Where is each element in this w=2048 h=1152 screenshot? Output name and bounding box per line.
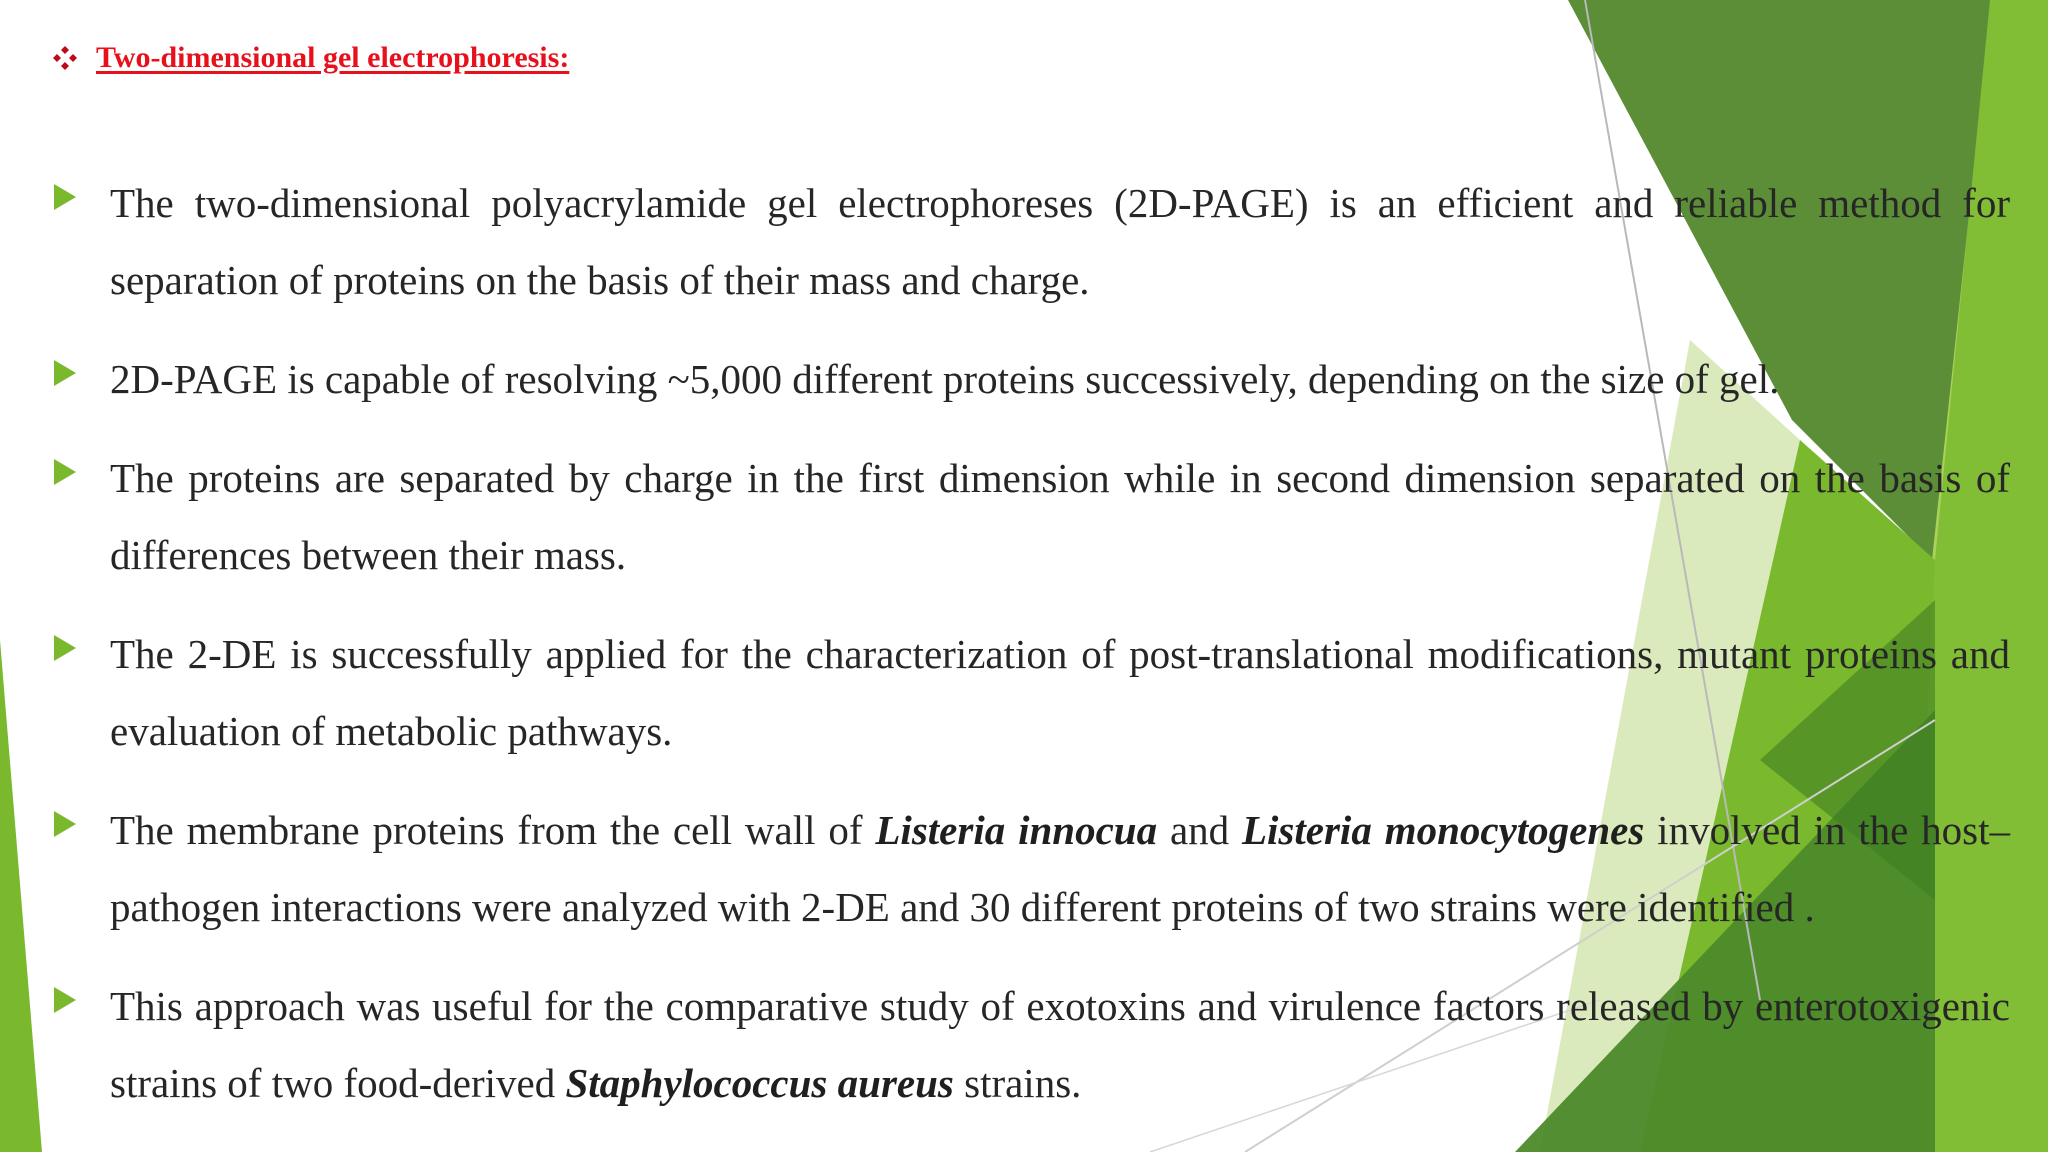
item-text-part: strains.: [964, 1060, 1082, 1106]
item-text: 2D-PAGE is capable of resolving ~5,000 different proteins successively, depending on the size of gel.: [110, 356, 1780, 402]
list-item: [48, 616, 2010, 770]
species-name: Listeria innocua: [875, 807, 1158, 853]
green-triangle-bullet-icon: [54, 811, 76, 837]
green-triangle-bullet-icon: [54, 360, 76, 386]
list-item: [48, 341, 2010, 418]
green-triangle-bullet-icon: [54, 987, 76, 1013]
list-item: [48, 440, 2010, 594]
bullet-list: [48, 165, 2010, 1144]
list-item: [48, 968, 2010, 1122]
item-text-part: This approach was useful for the comparative study of exotoxins and virulence factors released by enterotoxigenic strains of two food-derived: [110, 983, 2010, 1106]
item-text: The two-dimensional polyacrylamide gel electrophoreses (2D-PAGE) is an efficient and reliable method for separation of proteins on the basis of their mass and charge.: [110, 180, 2010, 303]
heading-title: Two-dimensional gel electrophoresis:: [96, 41, 570, 74]
item-text-part: and: [1169, 807, 1230, 853]
heading: [52, 40, 569, 76]
item-text: The 2-DE is successfully applied for the characterization of post-translational modifications, mutant proteins and evaluation of metabolic pathways.: [110, 631, 2010, 754]
item-text: The proteins are separated by charge in the first dimension while in second dimension separated on the basis of differences between their mass.: [110, 455, 2010, 578]
item-text-part: The membrane proteins from the cell wall of: [110, 807, 863, 853]
species-name: Staphylococcus aureus: [565, 1060, 954, 1106]
list-item: [48, 165, 2010, 319]
item-text-part: involved in the host–pathogen interactions were analyzed with 2-DE and 30 different proteins of two strains were identified .: [110, 807, 2011, 930]
item-text: [110, 792, 2010, 946]
green-triangle-bullet-icon: [54, 184, 76, 210]
list-item: [48, 792, 2010, 946]
green-triangle-bullet-icon: [54, 459, 76, 485]
species-name: Listeria monocytogenes: [1242, 807, 1645, 853]
item-text: [110, 968, 2010, 1122]
facet-left-bottom: [0, 640, 42, 1152]
four-diamond-bullet-icon: [52, 45, 78, 71]
green-triangle-bullet-icon: [54, 635, 76, 661]
